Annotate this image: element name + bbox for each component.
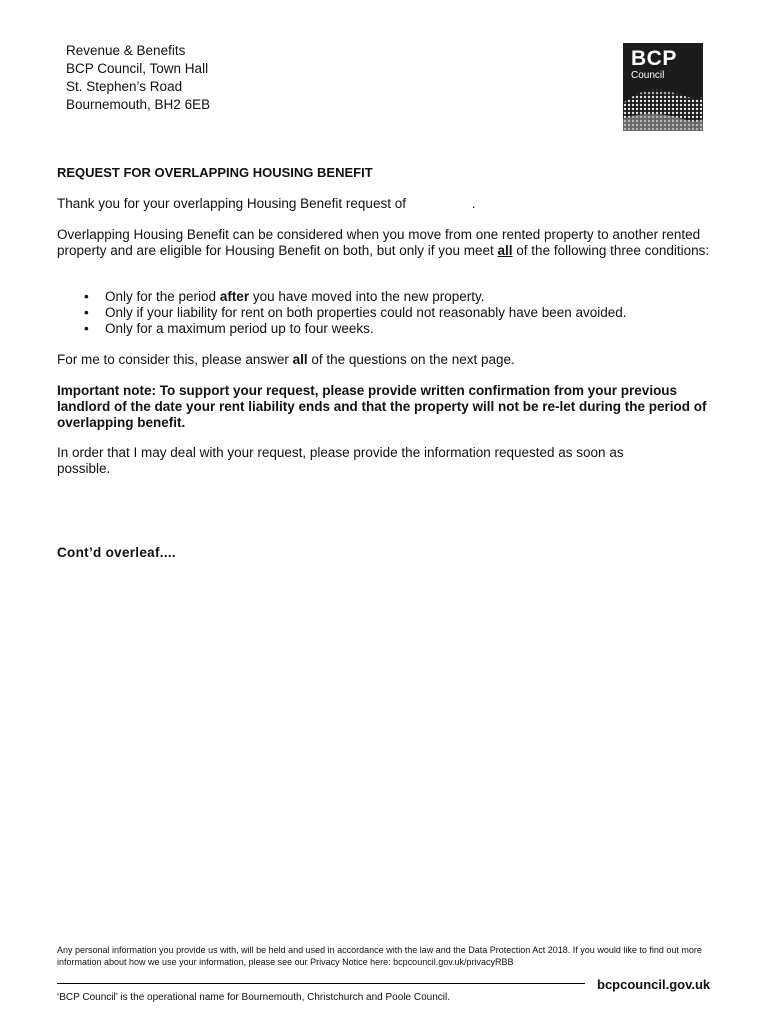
- intro-paragraph: [57, 227, 717, 259]
- consider-emphasis-all: all: [292, 352, 308, 367]
- consider-paragraph: [57, 352, 515, 368]
- address-line-3: St. Stephen’s Road: [66, 79, 183, 94]
- website-link[interactable]: bcpcouncil.gov.uk: [597, 977, 711, 992]
- important-note: Important note: To support your request, please provide written confirmation from your previous landlord of the date your rent liability ends and that the property will not be re-let during the period of overlapping benefit.: [57, 383, 707, 430]
- continued-overleaf: Cont’d overleaf....: [57, 545, 176, 560]
- consider-text-before: For me to consider this, please answer: [57, 352, 293, 367]
- condition-1-before: Only for the period: [105, 289, 220, 304]
- address-line-1: Revenue & Benefits: [66, 43, 186, 58]
- condition-item: [57, 289, 627, 305]
- thanks-text: Thank you for your overlapping Housing Benefit request of: [57, 196, 406, 211]
- page-title: REQUEST FOR OVERLAPPING HOUSING BENEFIT: [57, 165, 373, 180]
- condition-1-after: you have moved into the new property.: [249, 289, 485, 304]
- intro-emphasis-all: all: [497, 243, 513, 258]
- footer-divider: [57, 983, 585, 984]
- conditions-list: [57, 289, 627, 337]
- condition-item: • Only if your liability for rent on both properties could not reasonably have been avoided.: [57, 305, 627, 321]
- address-line-4: Bournemouth, BH2 6EB: [66, 97, 211, 112]
- consider-text-after: of the questions on the next page.: [307, 352, 515, 367]
- request-info-paragraph: In order that I may deal with your request, please provide the information requested as soon as possible.: [57, 445, 624, 476]
- condition-1-emphasis: after: [219, 289, 250, 304]
- bcp-council-logo: [623, 43, 703, 131]
- thanks-paragraph: [57, 196, 476, 212]
- logo-bcp-text: BCP: [631, 47, 677, 70]
- privacy-notice: Any personal information you provide us with, will be held and used in accordance with the law and the Data Protection Act 2018. If you would like to find out more information about how we use your information, please see our Privacy Notice here: bcpcouncil.gov.uk/privacyRBB: [57, 945, 702, 967]
- address-line-2: BCP Council, Town Hall: [66, 61, 209, 76]
- thanks-end: .: [471, 196, 476, 211]
- logo-council-text: Council: [631, 70, 665, 81]
- footer-note: ‘BCP Council’ is the operational name for Bournemouth, Christchurch and Poole Council.: [57, 992, 450, 1003]
- condition-item: • Only for a maximum period up to four weeks.: [57, 321, 627, 337]
- return-address: [66, 42, 210, 114]
- intro-text-after: of the following three conditions:: [512, 243, 710, 258]
- intro-text-before: Overlapping Housing Benefit can be considered when you move from one rented property to another rented property and are eligible for Housing Benefit on both, but only if you meet: [57, 227, 701, 258]
- logo-dot-pattern: [623, 83, 703, 131]
